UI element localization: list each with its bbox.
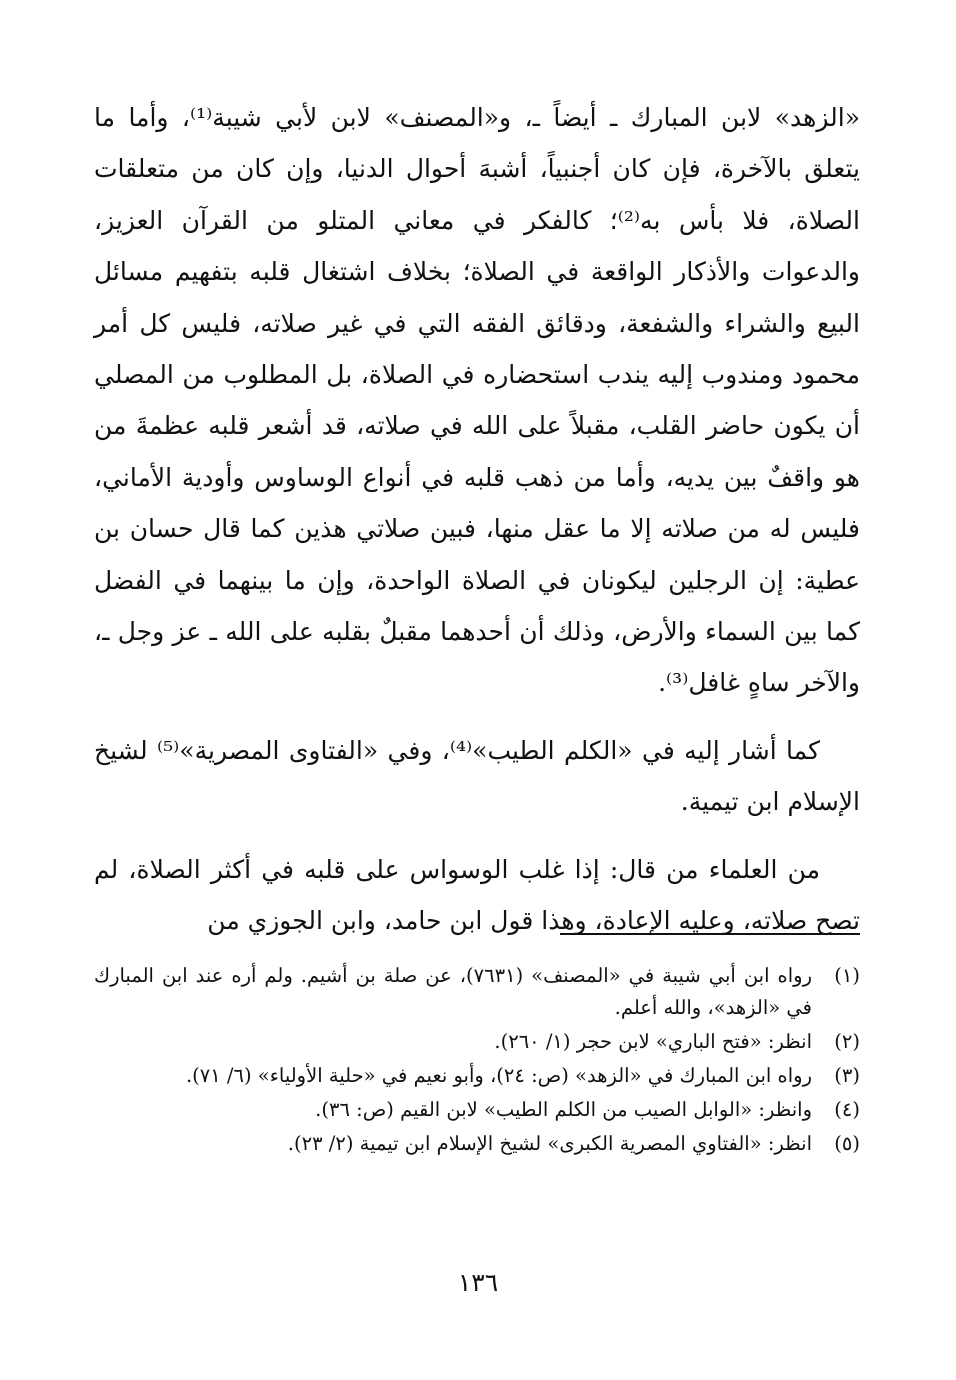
footnote-number: (٤) <box>834 1098 860 1121</box>
footnote-text: انظر: «فتح الباري» لابن حجر (١/ ٢٦٠). <box>494 1030 812 1053</box>
footnote-number: (١) <box>834 964 860 987</box>
footnote-text: وانظر: «الوابل الصيب من الكلم الطيب» لابن القيم (ص: ٣٦). <box>315 1098 812 1121</box>
footnote-number: (٥) <box>834 1132 860 1155</box>
footnote-text: رواه ابن أبي شيبة في «المصنف» (٧٦٣١)، عن صلة بن أشيم. ولم أره عند ابن المبارك في «الزهد»، والله أعلم. <box>94 964 812 1019</box>
footnote-1 <box>94 960 860 1024</box>
page-number: ١٣٦ <box>457 1268 499 1297</box>
footnote-text: رواه ابن المبارك في «الزهد» (ص: ٢٤)، وأبو نعيم في «حلية الأولياء» (٦/ ٧١). <box>185 1064 812 1087</box>
paragraph-1: «الزهد» لابن المبارك ـ أيضاً ـ، و«المصنف» لابن لأبي شيبة⁽¹⁾، وأما ما يتعلق بالآخرة، فإن كان أجنبياً، أشبهَ أحوال الدنيا، وإن كان من متعلقات الصلاة، فلا بأس به⁽²⁾؛ كالفكر في معاني المتلو من القرآن العزيز، والدعوات والأذكار الواقعة في الصلاة؛ بخلاف اشتغال قلبه بتفهيم مسائل البيع والشراء والشفعة، ودقائق الفقه التي في غير صلاته، فليس كل أمر محمود ومندوب إليه يندب استحضاره في الصلاة، بل المطلوب من المصلي أن يكون حاضر القلب، مقبلاً على الله في صلاته، قد أشعر قلبه عظمةَ من هو واقفٌ بين يديه، وأما من ذهب قلبه في أنواع الوساوس وأودية الأماني، فليس له من صلاته إلا ما عقل منها، فبين صلاتي هذين كما قال حسان بن عطية: إن الرجلين ليكونان في الصلاة الواحدة، وإن ما بينهما في الفضل كما بين السماء والأرض، وذلك أن أحدهما مقبلٌ بقلبه على الله ـ عز وجل ـ، والآخر ساهٍ غافل⁽³⁾. <box>94 103 860 698</box>
paragraph-2: كما أشار إليه في «الكلم الطيب»⁽⁴⁾، وفي «الفتاوى المصرية»⁽⁵⁾ لشيخ الإسلام ابن تيمية. <box>94 735 860 817</box>
footnote-number: (٣) <box>834 1064 860 1087</box>
footnote-3 <box>94 1060 860 1092</box>
footnote-5 <box>94 1128 860 1160</box>
footnotes-list <box>94 960 860 1162</box>
footnote-separator <box>560 933 860 935</box>
footnote-number: (٢) <box>834 1030 860 1053</box>
footnote-2 <box>94 1026 860 1058</box>
footnote-4 <box>94 1094 860 1126</box>
paragraph-3: من العلماء من قال: إذا غلب الوسواس على قلبه في أكثر الصلاة، لم تصح صلاته، وعليه الإعادة، وهذا قول ابن حامد، وابن الجوزي من <box>94 854 860 936</box>
footnote-text: انظر: «الفتاوي المصرية الكبرى» لشيخ الإسلام ابن تيمية (٢/ ٢٣). <box>287 1132 812 1155</box>
main-text <box>94 92 860 947</box>
